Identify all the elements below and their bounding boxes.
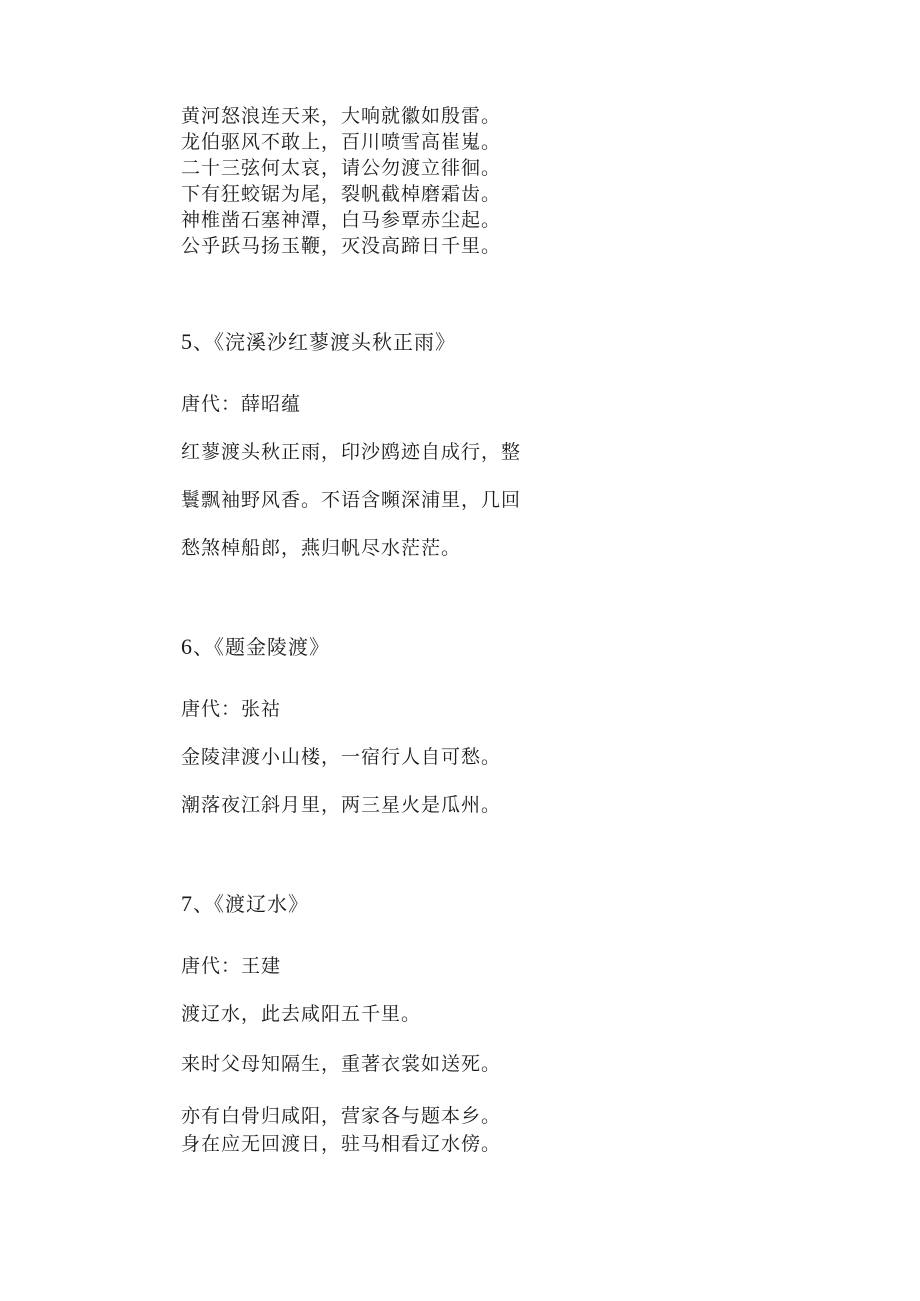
poem-line: 身在应无回渡日，驻马相看辽水傍。 <box>181 1133 502 1155</box>
poem-number: 7 <box>181 891 193 916</box>
poem-title: 、《渡辽水》 <box>193 892 309 916</box>
poem-line: 龙伯驱风不敢上，百川喷雪高崔嵬。 <box>181 131 502 153</box>
poem-line: 下有狂蛟锯为尾，裂帆截棹磨霜齿。 <box>181 183 502 205</box>
poem-author: 唐代：薛昭蕴 <box>181 393 302 415</box>
poem-heading <box>181 330 456 354</box>
poem-author: 唐代：王建 <box>181 955 282 977</box>
poem-heading <box>181 635 330 659</box>
poem-title: 、《题金陵渡》 <box>193 635 330 659</box>
poem-number: 5 <box>181 329 193 354</box>
poem-line: 亦有白骨归咸阳，营家各与题本乡。 <box>181 1105 502 1127</box>
poem-line: 渡辽水，此去咸阳五千里。 <box>181 1003 422 1025</box>
poem-line: 鬟飘袖野风香。不语含嚬深浦里，几回 <box>181 489 522 511</box>
poem-title: 、《浣溪沙红蓼渡头秋正雨》 <box>193 330 456 354</box>
poem-line: 来时父母知隔生，重著衣裳如送死。 <box>181 1053 502 1075</box>
poem-line: 金陵津渡小山楼，一宿行人自可愁。 <box>181 746 502 768</box>
poem-line: 黄河怒浪连天来，大响就徽如殷雷。 <box>181 105 502 127</box>
poem-line: 红蓼渡头秋正雨，印沙鸥迹自成行，整 <box>181 441 522 463</box>
poem-line: 神椎凿石塞神潭，白马参覃赤尘起。 <box>181 209 502 231</box>
poem-line: 愁煞棹船郎，燕归帆尽水茫茫。 <box>181 537 462 559</box>
poem-author: 唐代：张祜 <box>181 698 282 720</box>
poem-line: 潮落夜江斜月里，两三星火是瓜州。 <box>181 794 502 816</box>
poem-line: 二十三弦何太哀，请公勿渡立徘徊。 <box>181 157 502 179</box>
poem-heading <box>181 892 309 916</box>
poem-line: 公乎跃马扬玉鞭，灭没高蹄日千里。 <box>181 235 502 257</box>
poem-number: 6 <box>181 634 193 659</box>
